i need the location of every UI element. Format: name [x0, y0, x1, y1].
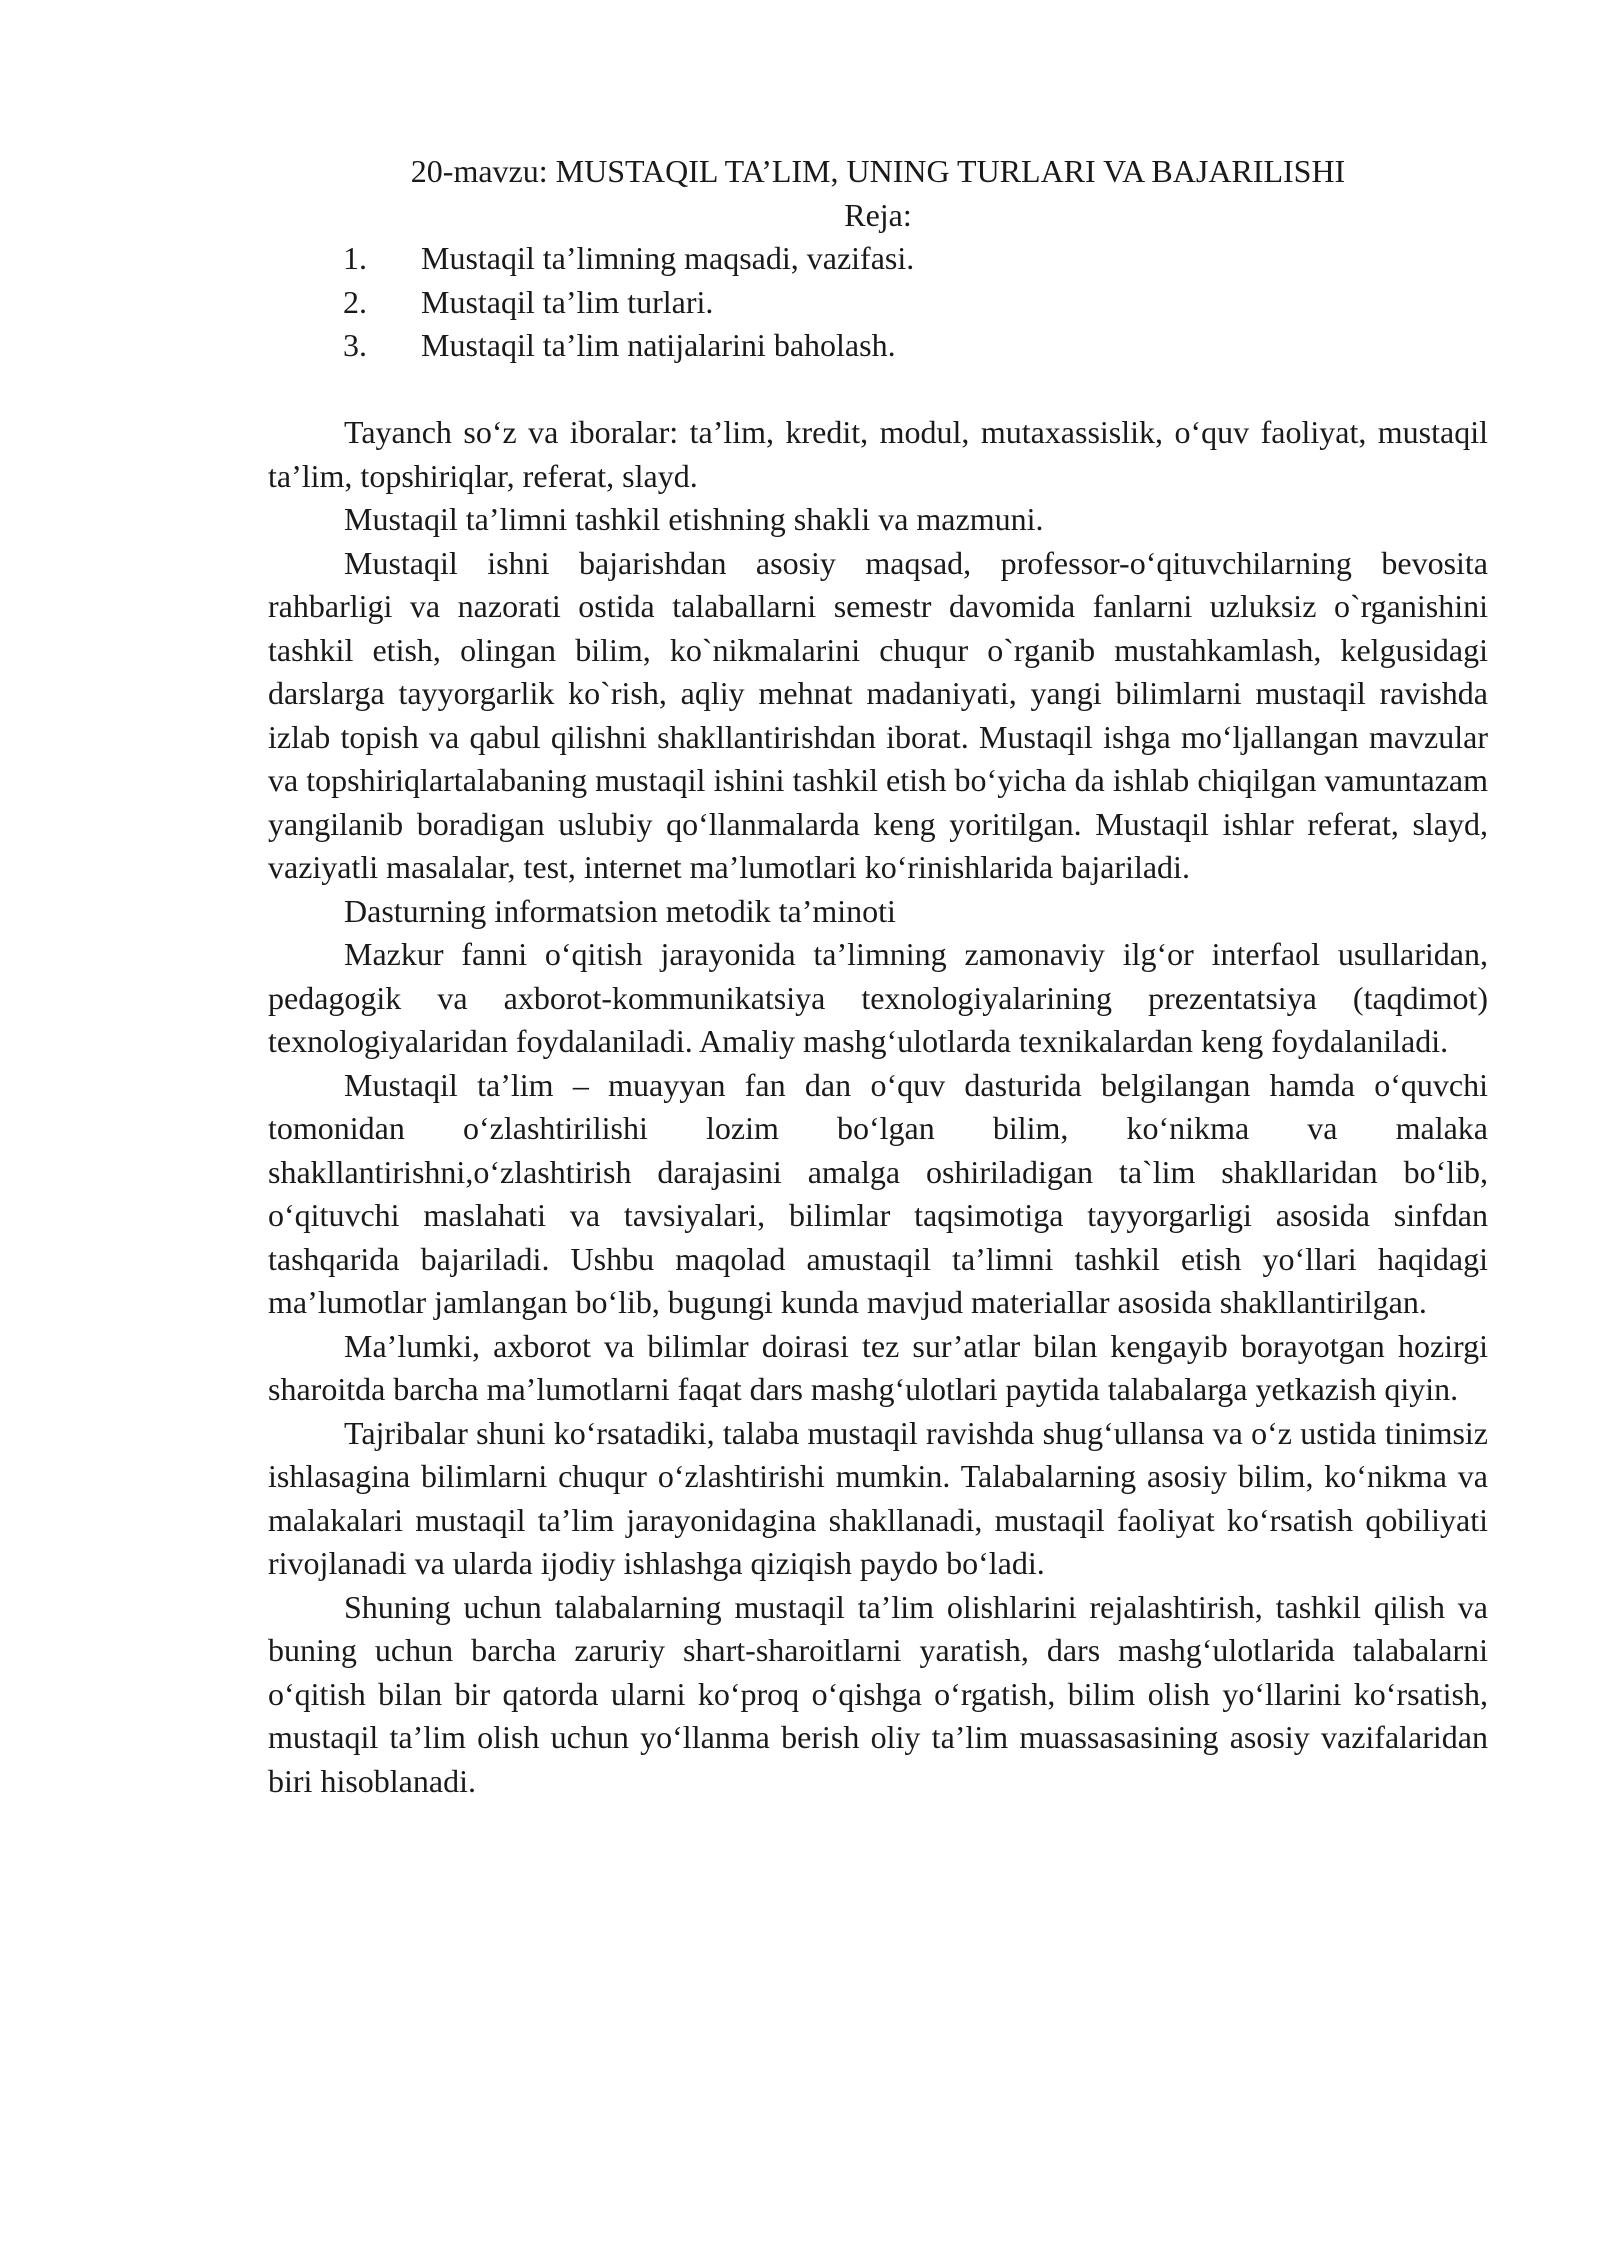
plan-item-number: 1. — [343, 240, 367, 276]
paragraph: Ma’lumki, axborot va bilimlar doirasi tez sur’atlar bilan kengayib borayotgan hozirgi sharoitda barcha ma’lumotlarni faqat dars mashg‘ulotlari paytida talabalarga yetkazish qiyin. — [268, 1327, 1488, 1407]
plan-item — [268, 324, 1488, 368]
blank-line — [268, 368, 1488, 412]
document-title: 20-mavzu: MUSTAQIL TA’LIM, UNING TURLARI VA BAJARILISHI — [410, 153, 1346, 189]
plan-item-text: Mustaqil ta’limning maqsadi, vazifasi. — [421, 240, 915, 276]
paragraph-keywords: Tayanch so‘z va iboralar: ta’lim, kredit, modul, mutaxassislik, o‘quv faoliyat, mustaqil ta’lim, topshiriqlar, referat, slayd. — [268, 414, 1488, 494]
paragraph-subheading: Dasturning informatsion metodik ta’minoti — [344, 892, 896, 929]
plan-item-number: 3. — [343, 327, 367, 363]
paragraph: Shuning uchun talabalarning mustaqil ta’lim olishlarini rejalashtirish, tashkil qilish va buning uchun barcha zaruriy shart-sharoitlarni yaratish, dars mashg‘ulotlarida talabalarni o‘qitish bilan bir qatorda ularni ko‘proq o‘qishga o‘rgatish, bilim olish yo‘llarini ko‘rsatish, mustaqil ta’lim olish uchun yo‘llanma berish oliy ta’lim muassasasining asosiy vazifalaridan biri hisoblanadi. — [268, 1588, 1488, 1799]
plan-list — [268, 237, 1488, 368]
plan-item — [268, 237, 1488, 281]
paragraph: Mazkur fanni o‘qitish jarayonida ta’limning zamonaviy ilg‘or interfaol usullaridan, pedagogik va axborot-kommunikatsiya texnologiyalarining prezentatsiya (taqdimot) texnologiyalaridan foydalaniladi. Amaliy mashg‘ulotlarda texnikalardan keng foydalaniladi. — [268, 936, 1488, 1059]
plan-item-number: 2. — [343, 283, 367, 320]
paragraph: Mustaqil ta’lim – muayyan fan dan o‘quv dasturida belgilangan hamda o‘quvchi tomonidan o‘zlashtirilishi lozim bo‘lgan bilim, ko‘nikma va malaka shakllantirishni,o‘zlashtirish darajasini amalga oshiriladigan ta`lim shakllaridan bo‘lib, o‘qituvchi maslahati va tavsiyalari, bilimlar taqsimotiga tayyorgarligi asosida sinfdan tashqarida bajariladi. Ushbu maqolad amustaqil ta’limni tashkil etish yo‘llari haqidagi ma’lumotlar jamlangan bo‘lib, bugungi kunda mavjud materiallar asosida shakllantirilgan. — [268, 1066, 1488, 1320]
paragraph: Mustaqil ishni bajarishdan asosiy maqsad, professor-o‘qituvchilarning bevosita rahbarligi va nazorati ostida talaballarni semestr davomida fanlarni uzluksiz o`rganishini tashkil etish, olingan bilim, ko`nikmalarini chuqur o`rganib mustahkamlash, kelgusidagi darslarga tayyorgarlik ko`rish, aqliy mehnat madaniyati, yangi bilimlarni mustaqil ravishda izlab topish va qabul qilishni shakllantirishdan iborat. Mustaqil ishga mo‘ljallangan mavzular va topshiriqlartalabaning mustaqil ishini tashkil etish bo‘yicha da ishlab chiqilgan vamuntazam yangilanib boradigan uslubiy qo‘llanmalarda keng yoritilgan. Mustaqil ishlar referat, slayd, vaziyatli masalalar, test, internet ma’lumotlari ko‘rinishlarida bajariladi. — [268, 544, 1488, 885]
plan-heading: Reja: — [844, 196, 912, 233]
paragraph-subheading: Mustaqil ta’limni tashkil etishning shakli va mazmuni. — [344, 501, 1044, 537]
plan-item — [268, 281, 1488, 325]
document-page — [268, 150, 1488, 1803]
plan-item-text: Mustaqil ta’lim turlari. — [421, 283, 714, 320]
plan-item-text: Mustaqil ta’lim natijalarini baholash. — [421, 327, 896, 363]
paragraph: Tajribalar shuni ko‘rsatadiki, talaba mustaqil ravishda shug‘ullansa va o‘z ustida tinimsiz ishlasagina bilimlarni chuqur o‘zlashtirishi mumkin. Talabalarning asosiy bilim, ko‘nikma va malakalari mustaqil ta’lim jarayonidagina shakllanadi, mustaqil faoliyat ko‘rsatish qobiliyati rivojlanadi va ularda ijodiy ishlashga qiziqish paydo bo‘ladi. — [268, 1414, 1488, 1581]
